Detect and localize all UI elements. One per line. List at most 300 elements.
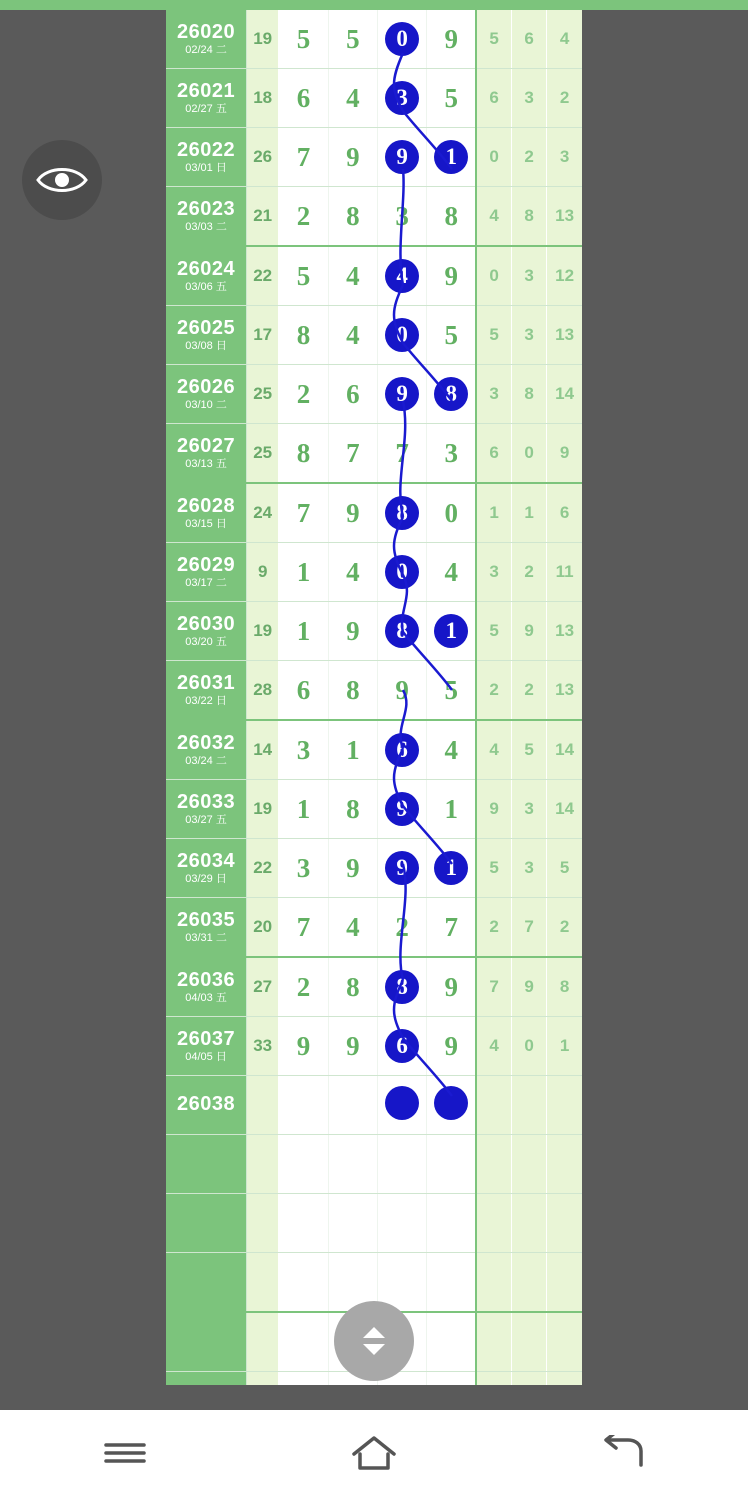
tail-cell: 13: [547, 602, 582, 661]
ball-cell[interactable]: [427, 720, 476, 780]
ball-cell[interactable]: [328, 483, 377, 543]
tail-cell: 14: [547, 780, 582, 839]
ball-digit: 7: [296, 141, 311, 172]
ball-digit: 5: [444, 82, 458, 113]
empty-ball-cell: [279, 1253, 328, 1313]
row-sum-cell: 9: [247, 543, 279, 602]
tail-cell: 14: [547, 365, 582, 424]
empty-issue-cell: [166, 1135, 247, 1194]
row-issue-cell: [166, 957, 247, 1017]
tail-cell: 2: [476, 898, 511, 958]
row-issue-cell: [166, 720, 247, 780]
ball-cell[interactable]: [279, 187, 328, 247]
ball-digit: 7: [296, 911, 311, 942]
tail-cell: 2: [511, 128, 546, 187]
issue-date: 03/24 二: [185, 754, 227, 767]
tail-cell: [511, 1076, 546, 1135]
empty-sum-cell: [247, 1194, 279, 1253]
ball-cell[interactable]: [377, 780, 426, 839]
empty-sum-cell: [247, 1253, 279, 1313]
table-row-empty: [166, 1135, 582, 1194]
ball-cell[interactable]: [279, 128, 328, 187]
lottery-table-container[interactable]: [166, 10, 582, 1385]
issue-date: 03/06 五: [185, 280, 227, 293]
tail-cell: 2: [476, 661, 511, 721]
issue-number: 26025: [176, 316, 236, 339]
ball-cell[interactable]: [328, 839, 377, 898]
ball-digit: 9: [444, 260, 458, 291]
tail-cell: 13: [547, 187, 582, 247]
ball-digit: 2: [296, 378, 311, 409]
ball-cell[interactable]: [279, 898, 328, 958]
empty-ball-cell: [279, 1372, 328, 1386]
table-row[interactable]: [166, 365, 582, 424]
empty-ball-cell: [377, 1194, 426, 1253]
tail-cell: 4: [547, 10, 582, 69]
ball-digit: 7: [444, 911, 458, 942]
tail-cell: 2: [511, 661, 546, 721]
ball-cell[interactable]: [279, 483, 328, 543]
ball-cell[interactable]: [328, 10, 377, 69]
ball-digit: 4: [444, 556, 458, 587]
tail-cell: 1: [547, 1017, 582, 1076]
row-sum-cell: 19: [247, 780, 279, 839]
ball-cell[interactable]: [377, 1076, 426, 1135]
table-row[interactable]: [166, 306, 582, 365]
issue-number: 26032: [176, 731, 236, 754]
empty-ball-cell: [328, 1135, 377, 1194]
ball-cell[interactable]: [377, 720, 426, 780]
ball-cell[interactable]: [427, 69, 476, 128]
ball-digit: 9: [346, 1030, 360, 1061]
ball-cell[interactable]: [279, 720, 328, 780]
table-row[interactable]: [166, 1076, 582, 1135]
empty-ball-cell: [427, 1253, 476, 1313]
empty-tail-cell: [547, 1135, 582, 1194]
ball-cell[interactable]: [377, 128, 426, 187]
row-issue-cell: [166, 365, 247, 424]
empty-ball-cell: [427, 1372, 476, 1386]
row-sum-cell: 25: [247, 424, 279, 484]
row-issue-cell: [166, 898, 247, 958]
ball-cell[interactable]: [328, 246, 377, 306]
empty-tail-cell: [547, 1194, 582, 1253]
ball-digit: 5: [444, 674, 458, 705]
empty-sum-cell: [247, 1372, 279, 1386]
eye-toggle-button[interactable]: [22, 140, 102, 220]
tail-cell: 6: [547, 483, 582, 543]
nav-menu-button[interactable]: [65, 1425, 185, 1485]
marked-ball: 8: [385, 970, 419, 1004]
ball-cell[interactable]: [427, 483, 476, 543]
ball-cell[interactable]: [427, 602, 476, 661]
ball-digit: 9: [296, 1030, 311, 1061]
ball-digit: 1: [444, 793, 458, 824]
table-row[interactable]: [166, 602, 582, 661]
issue-number: 26023: [176, 197, 236, 220]
tail-cell: 9: [476, 780, 511, 839]
table-row[interactable]: [166, 69, 582, 128]
ball-cell[interactable]: [427, 424, 476, 484]
issue-date: 04/05 日: [185, 1050, 227, 1063]
ball-cell[interactable]: [377, 483, 426, 543]
ball-cell[interactable]: [328, 1017, 377, 1076]
ball-digit: 7: [296, 497, 311, 528]
ball-cell[interactable]: [279, 957, 328, 1017]
tail-cell: 3: [511, 780, 546, 839]
table-row[interactable]: [166, 839, 582, 898]
chevron-up-icon: [363, 1327, 385, 1338]
ball-cell[interactable]: [328, 128, 377, 187]
ball-cell[interactable]: [279, 69, 328, 128]
marked-ball: 9: [385, 377, 419, 411]
issue-number: 26020: [176, 20, 236, 43]
ball-digit: 1: [296, 615, 311, 646]
issue-date: 03/22 日: [185, 694, 227, 707]
issue-date: 03/17 二: [185, 576, 227, 589]
table-row[interactable]: [166, 187, 582, 247]
issue-number: 26033: [176, 790, 236, 813]
ball-digit: 4: [346, 260, 360, 291]
marked-ball: 6: [385, 733, 419, 767]
lottery-table: [166, 10, 582, 1385]
ball-cell[interactable]: [427, 1017, 476, 1076]
ball-cell[interactable]: [427, 10, 476, 69]
marked-ball: 8: [434, 377, 468, 411]
scroll-toggle-button[interactable]: [334, 1301, 414, 1381]
ball-cell[interactable]: [427, 780, 476, 839]
ball-digit: 1: [296, 793, 311, 824]
ball-digit: 9: [346, 615, 360, 646]
ball-cell[interactable]: [279, 543, 328, 602]
marked-ball: 0: [385, 318, 419, 352]
ball-cell[interactable]: [279, 780, 328, 839]
issue-date: 03/03 二: [185, 220, 227, 233]
row-issue-cell: [166, 424, 247, 484]
table-row[interactable]: [166, 10, 582, 69]
ball-digit: 2: [296, 971, 311, 1002]
table-row[interactable]: [166, 128, 582, 187]
issue-date: 04/03 五: [185, 991, 227, 1004]
ball-digit: 8: [296, 319, 311, 350]
tail-cell: 3: [511, 839, 546, 898]
ball-cell[interactable]: [279, 1017, 328, 1076]
ball-cell[interactable]: [377, 246, 426, 306]
ball-cell[interactable]: [427, 898, 476, 958]
row-sum-cell: 19: [247, 602, 279, 661]
empty-ball-cell: [377, 1135, 426, 1194]
marked-ball: 4: [385, 259, 419, 293]
table-row[interactable]: [166, 483, 582, 543]
ball-cell[interactable]: [377, 424, 426, 484]
ball-cell[interactable]: [279, 365, 328, 424]
row-sum-cell: 20: [247, 898, 279, 958]
ball-cell[interactable]: [427, 661, 476, 721]
lottery-table-body: [166, 10, 582, 1385]
ball-digit: 5: [296, 260, 311, 291]
tail-cell: 3: [547, 128, 582, 187]
ball-digit: 8: [346, 200, 360, 231]
empty-tail-cell: [511, 1135, 546, 1194]
tail-cell: 0: [511, 1017, 546, 1076]
empty-sum-cell: [247, 1135, 279, 1194]
tail-cell: 3: [511, 69, 546, 128]
ball-digit: 2: [296, 200, 311, 231]
table-row[interactable]: [166, 1017, 582, 1076]
ball-cell[interactable]: [427, 1076, 476, 1135]
empty-ball-cell: [427, 1135, 476, 1194]
tail-cell: 4: [476, 1017, 511, 1076]
ball-cell[interactable]: [427, 246, 476, 306]
ball-cell[interactable]: [328, 1076, 377, 1135]
tail-cell: [547, 1076, 582, 1135]
empty-tail-cell: [476, 1312, 511, 1372]
ball-digit: 9: [395, 674, 409, 705]
system-navigation-bar: [0, 1410, 748, 1500]
ball-digit: 6: [346, 378, 360, 409]
issue-number: 26035: [176, 908, 236, 931]
row-issue-cell: [166, 1017, 247, 1076]
tail-cell: 13: [547, 661, 582, 721]
ball-cell[interactable]: [279, 602, 328, 661]
ball-digit: 0: [444, 497, 458, 528]
row-sum-cell: 19: [247, 10, 279, 69]
ball-cell[interactable]: [377, 69, 426, 128]
empty-tail-cell: [511, 1253, 546, 1313]
row-sum-cell: 24: [247, 483, 279, 543]
home-icon: [350, 1434, 398, 1477]
ball-cell[interactable]: [328, 602, 377, 661]
ball-digit: 4: [346, 556, 360, 587]
empty-ball-cell: [279, 1312, 328, 1372]
tail-cell: 5: [476, 306, 511, 365]
ball-cell[interactable]: [328, 780, 377, 839]
tail-cell: 3: [476, 543, 511, 602]
ball-digit: 8: [346, 971, 360, 1002]
marked-ball: 8: [385, 614, 419, 648]
row-issue-cell: [166, 246, 247, 306]
ball-cell[interactable]: [279, 661, 328, 721]
ball-cell[interactable]: [328, 661, 377, 721]
row-sum-cell: 22: [247, 246, 279, 306]
ball-cell[interactable]: [328, 424, 377, 484]
ball-cell[interactable]: [328, 365, 377, 424]
table-row[interactable]: [166, 898, 582, 958]
issue-number: 26021: [176, 79, 236, 102]
row-sum-cell: 18: [247, 69, 279, 128]
ball-cell[interactable]: [377, 602, 426, 661]
empty-tail-cell: [511, 1312, 546, 1372]
table-row[interactable]: [166, 720, 582, 780]
issue-date: 03/01 日: [185, 161, 227, 174]
ball-cell[interactable]: [279, 839, 328, 898]
ball-cell[interactable]: [328, 720, 377, 780]
ball-cell[interactable]: [427, 839, 476, 898]
table-row[interactable]: [166, 246, 582, 306]
tail-cell: 0: [476, 246, 511, 306]
ball-cell[interactable]: [377, 1017, 426, 1076]
ball-cell[interactable]: [377, 187, 426, 247]
issue-number: 26028: [176, 494, 236, 517]
empty-ball-cell: [279, 1194, 328, 1253]
issue-date: 03/13 五: [185, 457, 227, 470]
tail-cell: 0: [511, 424, 546, 484]
empty-sum-cell: [247, 1312, 279, 1372]
ball-digit: 3: [395, 200, 409, 231]
issue-date: 03/15 日: [185, 517, 227, 530]
row-issue-cell: [166, 839, 247, 898]
issue-date: 03/31 二: [185, 931, 227, 944]
empty-ball-cell: [328, 1194, 377, 1253]
row-issue-cell: [166, 543, 247, 602]
ball-digit: 4: [346, 82, 360, 113]
ball-digit: 5: [444, 319, 458, 350]
ball-cell[interactable]: [279, 10, 328, 69]
row-issue-cell: [166, 661, 247, 721]
row-sum-cell: 33: [247, 1017, 279, 1076]
issue-date: 02/24 二: [185, 43, 227, 56]
ball-cell[interactable]: [427, 187, 476, 247]
marked-ball: 6: [385, 1029, 419, 1063]
tail-cell: 8: [511, 187, 546, 247]
ball-digit: 1: [346, 734, 360, 765]
ball-cell[interactable]: [279, 424, 328, 484]
issue-number: 26030: [176, 612, 236, 635]
tail-cell: 8: [547, 957, 582, 1017]
empty-tail-cell: [547, 1372, 582, 1386]
tail-cell: 6: [476, 69, 511, 128]
row-issue-cell: [166, 187, 247, 247]
issue-number: 26038: [176, 1092, 236, 1115]
tail-cell: 9: [547, 424, 582, 484]
row-issue-cell: [166, 602, 247, 661]
ball-digit: 3: [296, 734, 311, 765]
ball-cell[interactable]: [427, 957, 476, 1017]
marked-ball: 0: [385, 22, 419, 56]
ball-cell[interactable]: [377, 10, 426, 69]
table-row[interactable]: [166, 424, 582, 484]
tail-cell: 9: [511, 957, 546, 1017]
row-sum-cell: 22: [247, 839, 279, 898]
ball-digit: 5: [346, 23, 360, 54]
ball-cell[interactable]: [427, 365, 476, 424]
tail-cell: 13: [547, 306, 582, 365]
row-sum-cell: 28: [247, 661, 279, 721]
tail-cell: 7: [511, 898, 546, 958]
ball-digit: 9: [444, 1030, 458, 1061]
issue-date: 03/27 五: [185, 813, 227, 826]
ball-cell[interactable]: [377, 365, 426, 424]
ball-digit: 9: [346, 852, 360, 883]
ball-digit: 8: [346, 674, 360, 705]
empty-ball-cell: [279, 1135, 328, 1194]
top-strip: [0, 0, 748, 10]
empty-tail-cell: [476, 1253, 511, 1313]
tail-cell: [476, 1076, 511, 1135]
row-sum-cell: 21: [247, 187, 279, 247]
ball-cell[interactable]: [328, 898, 377, 958]
ball-cell[interactable]: [377, 898, 426, 958]
tail-cell: 2: [547, 69, 582, 128]
marked-ball: [434, 1086, 468, 1120]
tail-cell: 3: [511, 246, 546, 306]
ball-cell[interactable]: [279, 246, 328, 306]
tail-cell: 4: [476, 187, 511, 247]
ball-cell[interactable]: [427, 306, 476, 365]
row-sum-cell: [247, 1076, 279, 1135]
tail-cell: 8: [511, 365, 546, 424]
empty-issue-cell: [166, 1372, 247, 1386]
ball-cell[interactable]: [328, 543, 377, 602]
nav-home-button[interactable]: [314, 1425, 434, 1485]
issue-number: 26029: [176, 553, 236, 576]
ball-cell[interactable]: [377, 839, 426, 898]
table-row[interactable]: [166, 780, 582, 839]
row-issue-cell: [166, 10, 247, 69]
tail-cell: 5: [547, 839, 582, 898]
ball-cell[interactable]: [328, 187, 377, 247]
tail-cell: 4: [476, 720, 511, 780]
ball-digit: 6: [296, 674, 311, 705]
issue-number: 26026: [176, 375, 236, 398]
table-row[interactable]: [166, 661, 582, 721]
row-sum-cell: 17: [247, 306, 279, 365]
empty-tail-cell: [547, 1312, 582, 1372]
ball-cell[interactable]: [377, 543, 426, 602]
ball-cell[interactable]: [377, 306, 426, 365]
tail-cell: 1: [476, 483, 511, 543]
empty-tail-cell: [476, 1194, 511, 1253]
empty-ball-cell: [427, 1194, 476, 1253]
ball-cell[interactable]: [377, 957, 426, 1017]
row-issue-cell: [166, 780, 247, 839]
tail-cell: 2: [511, 543, 546, 602]
ball-cell[interactable]: [279, 306, 328, 365]
row-sum-cell: 26: [247, 128, 279, 187]
row-issue-cell: [166, 306, 247, 365]
empty-tail-cell: [511, 1194, 546, 1253]
tail-cell: 0: [476, 128, 511, 187]
table-row[interactable]: [166, 543, 582, 602]
marked-ball: 0: [385, 555, 419, 589]
ball-digit: 1: [296, 556, 311, 587]
ball-cell[interactable]: [427, 543, 476, 602]
ball-cell[interactable]: [328, 69, 377, 128]
issue-date: 03/08 日: [185, 339, 227, 352]
tail-cell: 14: [547, 720, 582, 780]
ball-digit: 4: [444, 734, 458, 765]
row-sum-cell: 25: [247, 365, 279, 424]
ball-cell[interactable]: [279, 1076, 328, 1135]
empty-tail-cell: [476, 1372, 511, 1386]
tail-cell: 12: [547, 246, 582, 306]
nav-back-button[interactable]: [563, 1425, 683, 1485]
tail-cell: 5: [511, 720, 546, 780]
marked-ball: 1: [434, 851, 468, 885]
ball-cell[interactable]: [427, 128, 476, 187]
ball-cell[interactable]: [328, 957, 377, 1017]
table-row[interactable]: [166, 957, 582, 1017]
ball-digit: 7: [395, 437, 409, 468]
ball-cell[interactable]: [377, 661, 426, 721]
tail-cell: 5: [476, 602, 511, 661]
tail-cell: 3: [476, 365, 511, 424]
marked-ball: 9: [385, 851, 419, 885]
tail-cell: 11: [547, 543, 582, 602]
ball-cell[interactable]: [328, 306, 377, 365]
row-issue-cell: [166, 1076, 247, 1135]
row-issue-cell: [166, 483, 247, 543]
